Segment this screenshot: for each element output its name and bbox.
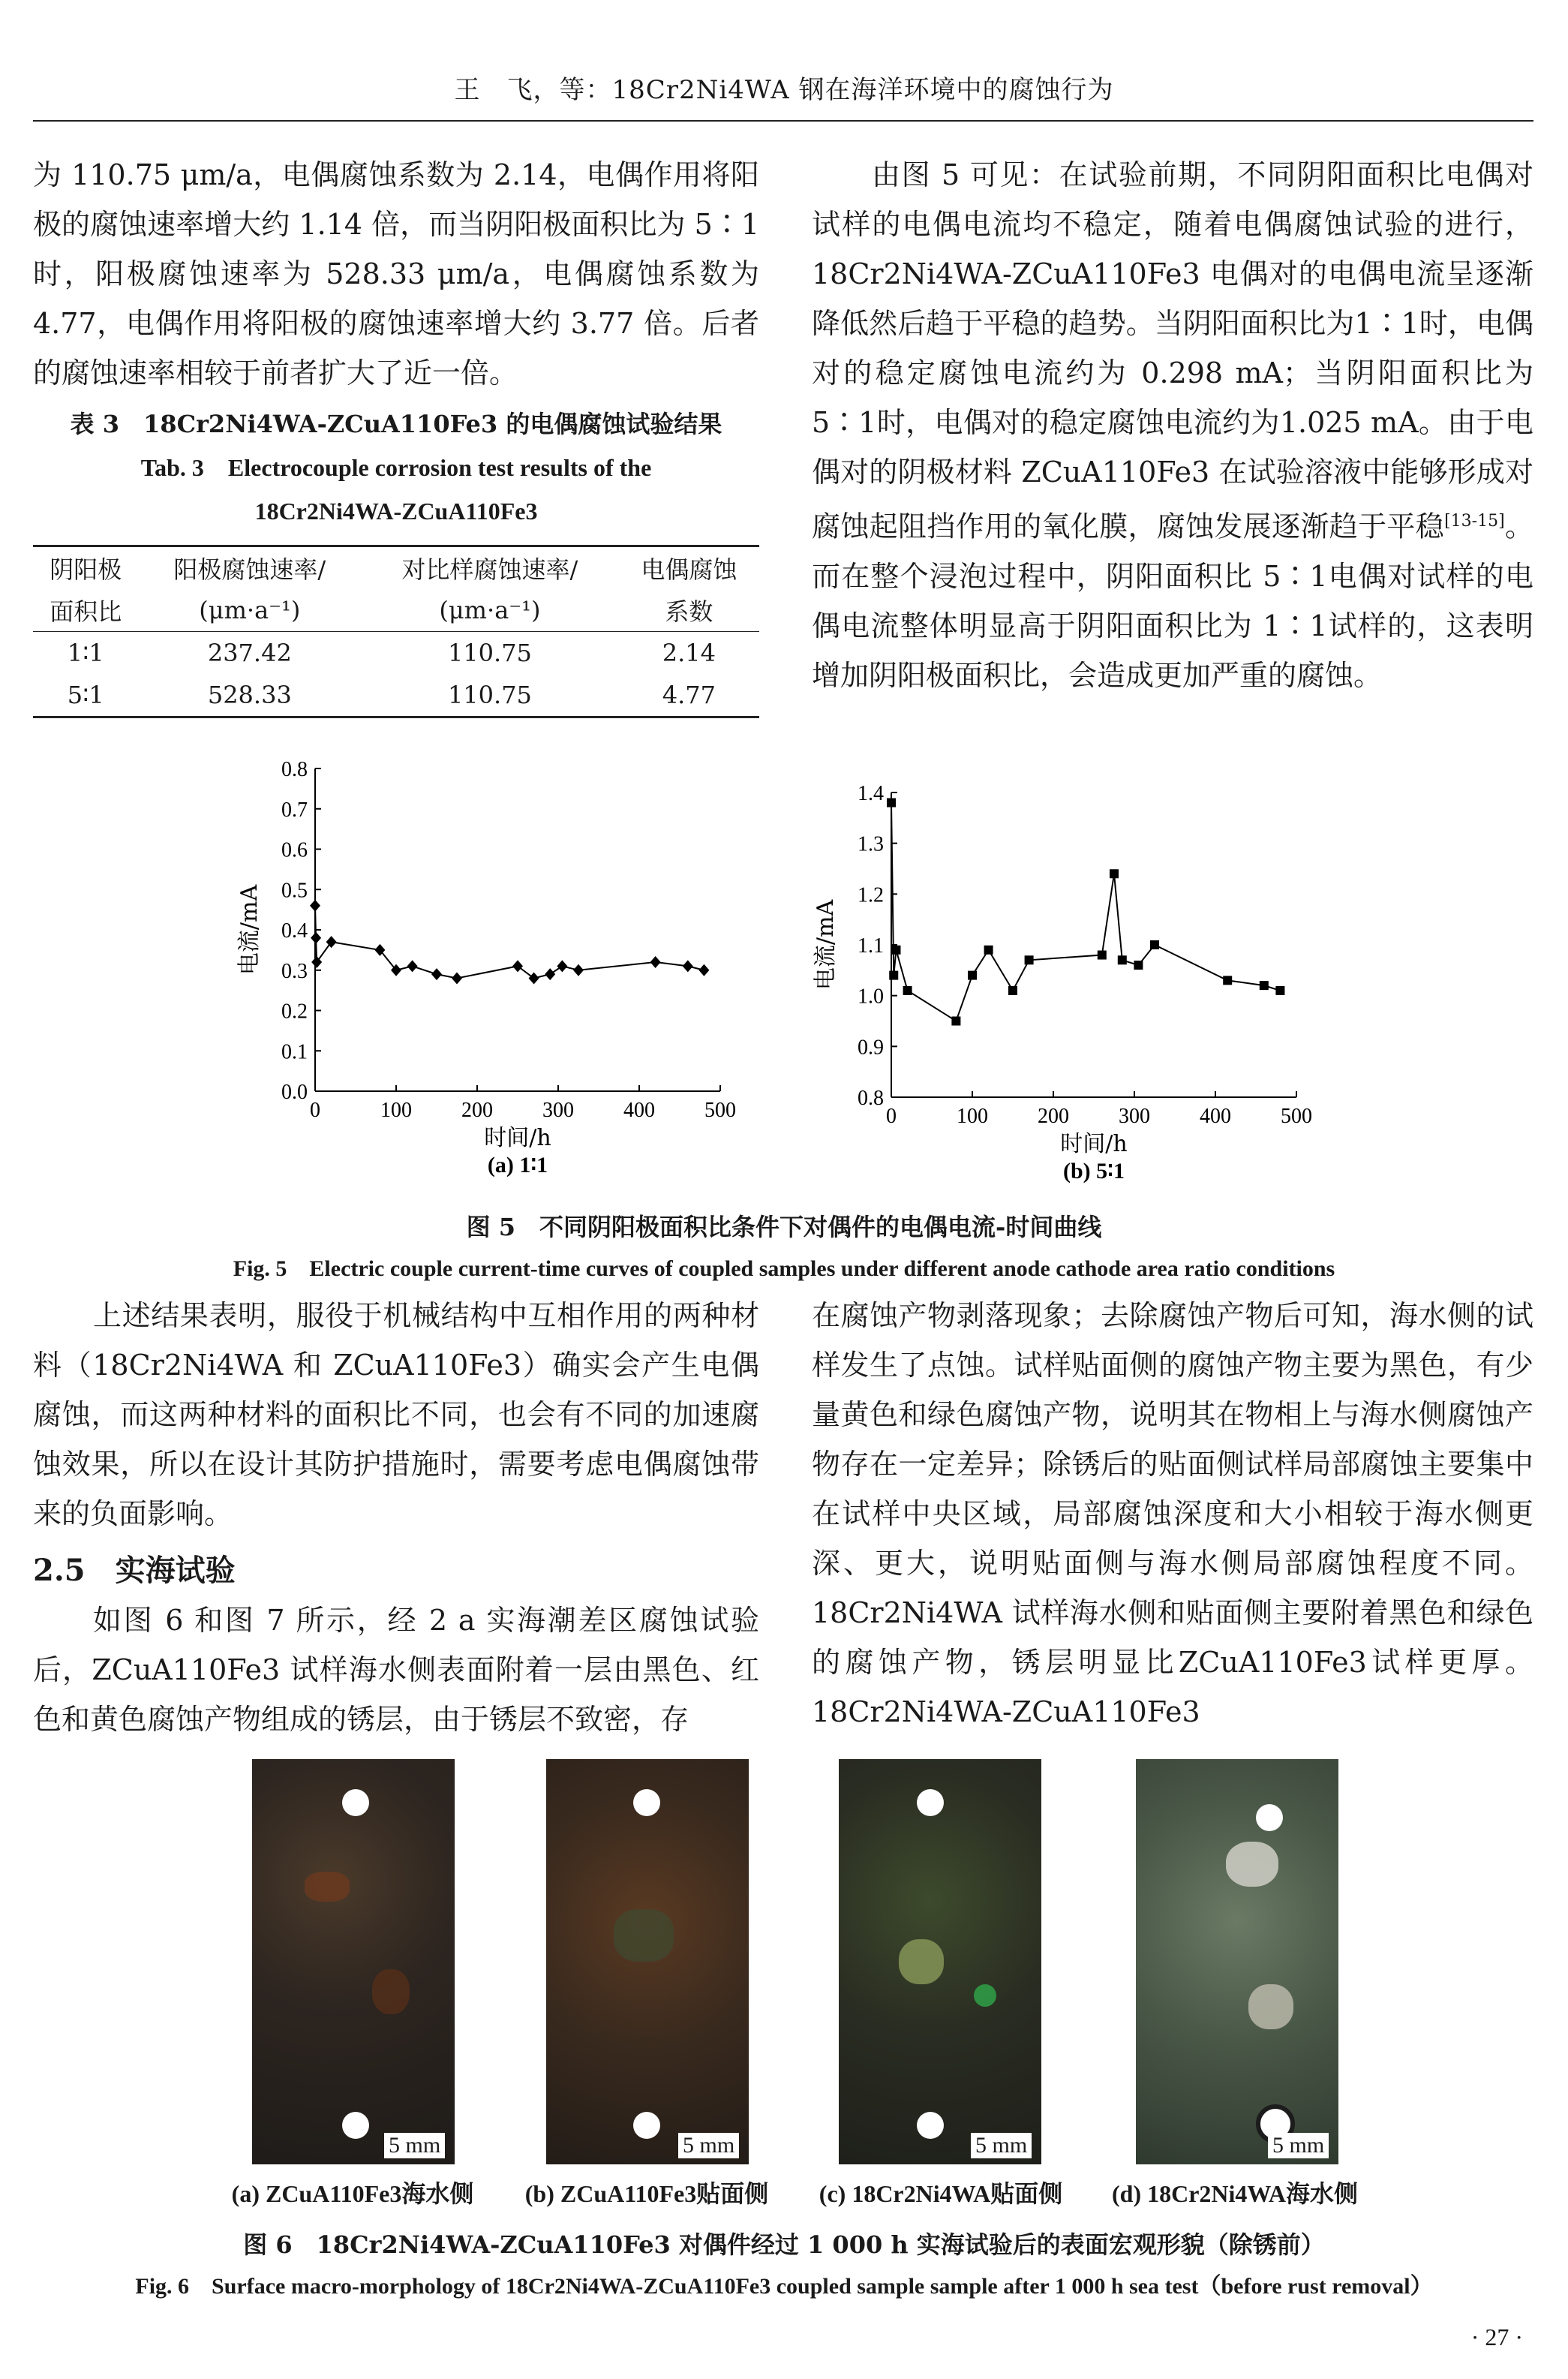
rust-spot <box>372 1969 410 2014</box>
y-axis-label: 电流/mA <box>813 899 839 991</box>
table3-header-cell: (μm·a⁻¹) <box>199 596 301 624</box>
table3-cell: 2.14 <box>662 639 716 667</box>
x-tick-label: 100 <box>380 1099 412 1122</box>
table3-caption-cn: 表 3 18Cr2Ni4WA-ZCuA110Fe3 的电偶腐蚀试验结果 <box>70 410 722 438</box>
y-tick-label: 0.5 <box>281 879 308 903</box>
data-point <box>1118 955 1127 964</box>
table3-cell: 1∶1 <box>67 639 104 667</box>
fig6-caption-en: Fig. 6 Surface macro-morphology of 18Cr2Ni4WA-ZCuA110Fe3 coupled sample sample after 1 000 h sea test（before rust removal） <box>135 2274 1433 2299</box>
table3-cell: 237.42 <box>207 639 292 667</box>
data-point <box>1008 986 1017 995</box>
data-point <box>887 799 896 808</box>
table3-header-cell: 阴阳极 <box>50 555 122 584</box>
page-number: · 27 · <box>1470 2323 1523 2350</box>
table3-cell: 528.33 <box>207 681 292 709</box>
fig5-caption-en: Fig. 5 Electric couple current-time curves of coupled samples under different anode cathode area ratio conditions <box>233 1256 1335 1281</box>
fig6-subcaption-c: (c) 18Cr2Ni4WA贴面侧 <box>819 2180 1063 2207</box>
data-point <box>951 1017 960 1026</box>
table3-header-row-2 <box>33 589 759 632</box>
table3-header-row-1 <box>33 546 759 590</box>
y-tick-label: 0.6 <box>281 838 308 862</box>
photo-18cr-contact-side <box>839 1759 1041 2164</box>
x-axis-label: 时间/h <box>1060 1131 1128 1157</box>
data-point <box>557 960 567 972</box>
scale-bar-label: 5 mm <box>678 2133 739 2158</box>
data-point <box>529 973 539 985</box>
table3-header-cell: 系数 <box>665 597 713 626</box>
right-paragraph-2: 在腐蚀产物剥落现象；去除腐蚀产物后可知，海水侧的试样发生了点蚀。试样贴面侧的腐蚀产物主要为黑色，有少量黄色和绿色腐蚀产物，说明其在物相上与海水侧腐蚀产物存在一定差异；除锈后的贴面侧试样局部腐蚀主要集中在试样中央区域，局部腐蚀深度和大小相较于海水侧更深、更大，说明贴面侧与海水侧局部腐蚀程度不同。18Cr2Ni4WA 试样海水侧和贴面侧主要附着黑色和绿色的腐蚀产物，锈层明显比ZCuA110Fe3试样更厚。18Cr2Ni4WA-ZCuA110Fe3 <box>812 1299 1533 1728</box>
x-tick-label: 100 <box>957 1105 988 1128</box>
data-point <box>891 946 900 955</box>
right-paragraph-1-text: 由图 5 可见：在试验前期，不同阴阳面积比电偶对试样的电偶电流均不稳定，随着电偶腐蚀试验的进行，18Cr2Ni4WA-ZCuA110Fe3 电偶对的电偶电流呈逐渐降低然后趋于平稳的趋势。当阴阳面积比为1∶1时，电偶对的稳定腐蚀电流约为 0.298 mA；当阴阳面积比为 5∶1时，电偶对的稳定腐蚀电流约为1.025 mA。由于电偶对的阴极材料 ZCuA110Fe3 在试验溶液中能够形成对腐蚀起阻挡作用的氧化膜，腐蚀发展逐渐趋于平稳 <box>812 158 1533 543</box>
data-point <box>545 968 555 980</box>
right-paragraph-1-tail: 。而在整个浸泡过程中，阴阳面积比 5∶1电偶对试样的电偶电流整体明显高于阴阳面积比为 1∶1试样的，这表明增加阴阳极面积比，会造成更加严重的腐蚀。 <box>812 510 1533 692</box>
data-point <box>431 968 442 980</box>
table3-header-cell: (μm·a⁻¹) <box>439 596 541 624</box>
table3-caption-en-1: Tab. 3 Electrocouple corrosion test results of the <box>140 454 652 481</box>
fig5-chart-a <box>218 750 788 1186</box>
table3-header-cell: 对比样腐蚀速率/ <box>401 555 578 584</box>
table3-header-cell: 电偶腐蚀 <box>641 555 737 584</box>
y-tick-label: 0.2 <box>281 1000 308 1024</box>
x-tick-label: 0 <box>886 1105 897 1128</box>
left-paragraph-3: 如图 6 和图 7 所示，经 2 a 实海潮差区腐蚀试验后，ZCuA110Fe3 试样海水侧表面附着一层由黑色、红色和黄色腐蚀产物组成的锈层，由于锈层不致密，存 <box>33 1604 759 1736</box>
fig6-subcaption-b: (b) ZCuA110Fe3贴面侧 <box>524 2180 769 2207</box>
right-paragraph-1 <box>812 150 1533 700</box>
x-tick-label: 400 <box>1200 1105 1231 1128</box>
fig6-subcaption-a: (a) ZCuA110Fe3海水侧 <box>231 2180 474 2207</box>
table3-cell: 4.77 <box>662 681 716 709</box>
mounting-hole <box>917 1789 944 1816</box>
scale-bar-label: 5 mm <box>384 2133 445 2158</box>
citation-ref: [13-15] <box>1444 512 1505 531</box>
y-tick-label: 0.3 <box>281 959 308 983</box>
x-tick-label: 300 <box>542 1099 574 1122</box>
data-point <box>984 946 993 955</box>
table3 <box>33 545 759 718</box>
data-point <box>310 900 320 912</box>
data-point <box>698 964 709 976</box>
chart-subcaption: (b) 5∶1 <box>1063 1159 1125 1183</box>
data-point <box>650 956 661 968</box>
x-tick-label: 400 <box>623 1099 655 1122</box>
y-tick-label: 1.0 <box>858 985 884 1009</box>
table-row <box>33 632 759 675</box>
y-tick-label: 1.4 <box>858 782 884 805</box>
y-axis-label: 电流/mA <box>236 884 263 976</box>
x-tick-label: 500 <box>704 1099 736 1122</box>
y-tick-label: 0.8 <box>281 758 308 781</box>
x-tick-label: 0 <box>310 1099 320 1122</box>
series-line <box>315 906 704 979</box>
mounting-hole <box>633 1789 660 1816</box>
corrosion-spot <box>974 1984 996 2007</box>
photo-zcua-seawater-side <box>252 1759 455 2164</box>
y-tick-label: 0.0 <box>281 1081 308 1104</box>
fig6-subcaption-d: (d) 18Cr2Ni4WA海水侧 <box>1112 2180 1358 2207</box>
x-tick-label: 200 <box>461 1099 493 1122</box>
data-point <box>1150 940 1159 949</box>
data-point <box>407 960 418 972</box>
rust-spot <box>305 1872 350 1902</box>
x-tick-label: 500 <box>1281 1105 1312 1128</box>
fig5-caption-cn: 图 5 不同阴阳极面积比条件下对偶件的电偶电流-时间曲线 <box>466 1213 1102 1241</box>
x-tick-label: 300 <box>1119 1105 1150 1128</box>
y-tick-label: 0.4 <box>281 919 308 943</box>
data-point <box>311 932 321 944</box>
mounting-hole <box>633 2112 660 2139</box>
fig6-caption-cn: 图 6 18Cr2Ni4WA-ZCuA110Fe3 对偶件经过 1 000 h 实海试验后的表面宏观形貌（除锈前） <box>243 2230 1325 2259</box>
shell-deposit <box>1248 1984 1293 2029</box>
table3-header-cell: 阳极腐蚀速率/ <box>173 555 326 584</box>
chart-subcaption: (a) 1∶1 <box>487 1153 548 1177</box>
shell-deposit <box>1226 1842 1278 1887</box>
mounting-hole <box>1256 1804 1283 1831</box>
corrosion-spot <box>899 1939 944 1984</box>
data-point <box>512 960 523 972</box>
data-point <box>1025 955 1034 964</box>
header-rule <box>33 120 1533 122</box>
fig5-chart-b <box>795 765 1365 1186</box>
photo-zcua-contact-side <box>546 1759 749 2164</box>
table3-header-cell: 面积比 <box>50 597 122 626</box>
y-tick-label: 1.3 <box>858 832 884 856</box>
table3-caption-en-2: 18Cr2Ni4WA-ZCuA110Fe3 <box>254 498 538 525</box>
scale-bar-label: 5 mm <box>1268 2133 1329 2158</box>
data-point <box>1098 951 1107 960</box>
data-point <box>968 971 977 980</box>
y-tick-label: 1.2 <box>858 883 884 907</box>
x-axis-label: 时间/h <box>484 1125 551 1151</box>
data-point <box>1275 986 1284 995</box>
left-paragraph-1: 为 110.75 μm/a，电偶腐蚀系数为 2.14，电偶作用将阳极的腐蚀速率增大约 1.14 倍，而当阴阳极面积比为 5∶1时，阳极腐蚀速率为 528.33 μm/a，电偶腐蚀系数为 4.77，电偶作用将阳极的腐蚀速率增大约 3.77 倍。后者的腐蚀速率相较于前者扩大了近一倍。 <box>33 158 759 389</box>
mounting-hole <box>342 1789 369 1816</box>
table-row <box>33 674 759 717</box>
data-point <box>1260 981 1269 990</box>
series-line <box>891 803 1280 1021</box>
table3-cell: 110.75 <box>447 681 532 709</box>
section-heading-2-5: 2.5 实海试验 <box>33 1553 236 1588</box>
y-tick-label: 1.1 <box>858 934 884 958</box>
data-point <box>1110 869 1119 878</box>
y-tick-label: 0.9 <box>858 1036 884 1060</box>
y-tick-label: 0.7 <box>281 798 308 822</box>
left-paragraph-2: 上述结果表明，服役于机械结构中互相作用的两种材料（18Cr2Ni4WA 和 ZCuA110Fe3）确实会产生电偶腐蚀，而这两种材料的面积比不同，也会有不同的加速腐蚀效果，所以在设计其防护措施时，需要考虑电偶腐蚀带来的负面影响。 <box>33 1299 759 1530</box>
data-point <box>573 964 584 976</box>
data-point <box>889 971 898 980</box>
data-point <box>452 973 462 985</box>
table3-cell: 5∶1 <box>67 681 104 709</box>
y-tick-label: 0.8 <box>858 1087 884 1110</box>
data-point <box>1223 976 1232 985</box>
y-tick-label: 0.1 <box>281 1040 308 1064</box>
photo-18cr-seawater-side <box>1136 1759 1338 2164</box>
data-point <box>683 960 693 972</box>
data-point <box>903 986 912 995</box>
x-tick-label: 200 <box>1038 1105 1069 1128</box>
running-header: 王 飞，等：18Cr2Ni4WA 钢在海洋环境中的腐蚀行为 <box>454 75 1114 105</box>
table3-cell: 110.75 <box>447 639 532 667</box>
data-point <box>1134 961 1143 970</box>
corrosion-spot <box>614 1909 674 1962</box>
mounting-hole <box>342 2112 369 2139</box>
mounting-hole <box>917 2112 944 2139</box>
scale-bar-label: 5 mm <box>971 2133 1032 2158</box>
